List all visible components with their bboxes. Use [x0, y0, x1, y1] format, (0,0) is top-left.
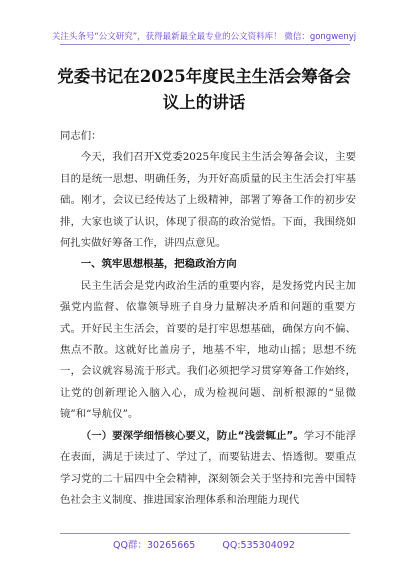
- salutation: 同志们：: [60, 130, 102, 142]
- footer: [0, 537, 408, 551]
- header-note: 关注头条号“公文研究”，获得最新最全最专业的公文资料库！ 微信：gongwenyj: [51, 32, 357, 42]
- subsection-1-text: 学习不能浮在表面，满足于读过了、学过了，而要钻进去、悟透彻。要重点学习党的二十届四中全会精神，深刻领会关于坚持和完善中国特色社会主义制度、推进国家治理体系和治理能力现代: [60, 429, 357, 506]
- title-line-2: 议上的讲话: [162, 93, 246, 112]
- footer-divider: [60, 533, 350, 534]
- document-body: [60, 126, 356, 511]
- footer-qq-number: QQ:535304092: [222, 540, 295, 551]
- document-title: [40, 64, 368, 116]
- footer-qq-group: QQ群：30265665: [113, 540, 196, 551]
- subsection-1: [60, 426, 356, 512]
- subsection-1-lead: （一）要深学细悟核心要义，防止“浅尝辄止”。: [80, 429, 304, 442]
- header-divider: [60, 44, 350, 45]
- paragraph-intro: 今天，我们召开X党委2025年度民主生活会筹备会议，主要目的是统一思想、明确任务，为开好高质量的民主生活会打牢基础。刚才，会议已经传达了上级精神，部署了筹备工作的初步安排，大家也谈了认识，体现了很高的政治觉悟。下面，我围绕如何扎实做好筹备工作，讲四点意见。: [60, 151, 356, 250]
- section-heading-1: 一、筑牢思想根基，把稳政治方向: [80, 258, 237, 271]
- paragraph-section-1: 民主生活会是党内政治生活的重要内容，是发扬党内民主加强党内监督、依靠领导班子自身力量解决矛盾和问题的重要方式。开好民主生活会，首要的是打牢思想基础，确保方向不偏、焦点不散。这就好比盖房子，地基不牢，地动山摇；思想不统一，会议就容易流于形式。我们必须把学习贯穿筹备工作始终，让党的创新理论入脑入心，成为检视问题、剖析根源的“显微镜”和“导航仪”。: [60, 279, 356, 421]
- title-line-1: 党委书记在2025年度民主生活会筹备会: [57, 67, 351, 86]
